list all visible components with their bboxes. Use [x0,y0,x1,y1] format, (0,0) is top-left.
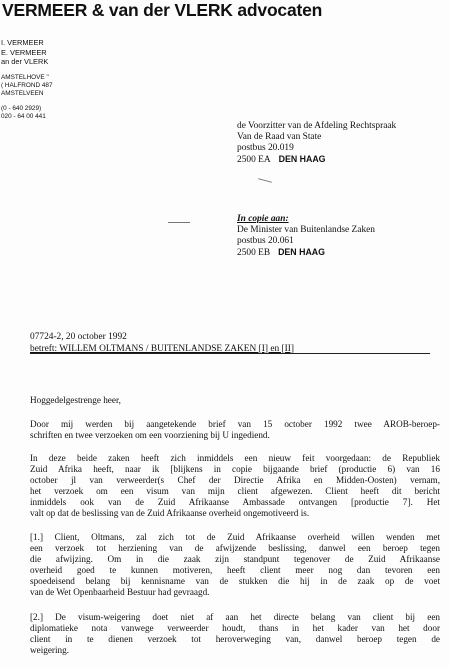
body-paragraph [30,419,440,441]
stray-pen-mark [168,222,190,223]
partner-name: I. VERMEER [1,38,44,47]
partner-name: an der VLERK [1,57,49,67]
paragraph-line: inmiddels ook van de Zuid Afrikaanse Ambassade ontvangen [productie 7]. Het [30,497,440,507]
recipient-city: DEN HAAG [278,154,326,164]
paragraph-line: overheid goed te kunnen motiveren, heeft client meer nog dan tevoren een [30,565,440,575]
paragraph-line: diplomatieke nota vanwege verweerder houdt, thans in het kader van het door [30,623,440,633]
letterhead-firm-name: VERMEER & van der VLERK advocaten [2,0,323,20]
salutation: Hoggedelgestrenge heer, [30,395,121,405]
paragraph-line: spoedeisend belang bij kennisname van de stukken die hij in de zaak op de voet [30,576,440,586]
recipient-line: postbus 20.019 [237,143,294,153]
reference-subject: betreft: WILLEM OLTMANS / BUITENLANDSE ZAKEN [I] en [II] [30,343,295,354]
recipient-address [237,121,396,166]
body-paragraph [30,453,440,519]
body-paragraph [30,612,440,656]
partner-name: E. VERMEER [1,47,47,57]
copy-recipient-address [237,214,375,259]
reference-date: 07724-2, 20 october 1992 [30,332,127,342]
office-address-line: AMSTELVEEN [1,89,44,97]
paragraph-line: valt op dat de beslissing van de Zuid Afrikaanse overheid ongemotiveerd is. [30,508,310,518]
paragraph-line: weigering. [30,645,70,655]
subject-rule [30,353,430,354]
office-address-line: AMSTELHOVE " [1,73,49,81]
paragraph-line: die afwijzing. Om in die zaak zijn standpunt tegenover de Zuid Afrikaanse [30,554,440,564]
copy-to-label: In copie aan: [237,214,289,224]
paragraph-line: schriften en twee verzoeken om een voorziening bij U ingediend. [30,430,270,440]
paragraph-line: van de Wet Openbaarheid Bestuur had gevraagd. [30,587,210,597]
paragraph-line: In deze beide zaken heeft zich inmiddels een nieuw feit voorgedaan: de Republiek [30,453,440,463]
paragraph-line: Zuid Afrika heeft, naar ik [blijkens in copie bijgaande brief (productie 6) van 16 [30,464,440,474]
paragraph-line: october jl van verweerder(s Chef der Directie Afrika en Midden-Oosten) vernam, [30,475,440,485]
office-phone: (0 - 640 2929) [1,104,42,112]
office-phone: 020 - 64 00 441 [1,112,46,120]
paragraph-line: een verzoek tot herziening van de afwijzende beslissing, danwel een beroep tegen [30,543,440,553]
paragraph-line: [1.] Client, Oltmans, zal zich tot de Zuid Afrikaanse overheid willen wenden met [30,532,440,542]
paragraph-line: Door mij werden bij aangetekende brief van 15 october 1992 twee AROB-beroep- [30,419,440,429]
stray-pen-mark [258,178,272,183]
recipient-line: Van de Raad van State [237,132,322,142]
paragraph-line: client in te dienen verzoek tot heroverweging van, danwel beroep tegen de [30,634,440,644]
copy-recipient-city: DEN HAAG [278,247,325,257]
copy-recipient-postcode: 2500 EB [237,248,271,258]
paragraph-line: [2.] De visum-weigering doet niet af aan het directe belang van client bij een [30,612,440,622]
copy-recipient-line: De Minister van Buitenlandse Zaken [237,225,375,235]
body-paragraph [30,532,440,598]
letter-reference [30,332,294,355]
office-address-line: ( HALFROND 487 [1,81,53,89]
paragraph-line: het verzoek om een visum van mijn client afgewezen. Client heeft dit bericht [30,486,440,496]
recipient-postcode: 2500 EA [237,155,271,165]
recipient-line: de Voorzitter van de Afdeling Rechtspraak [237,121,397,131]
letterhead-sidebar [1,38,53,121]
copy-recipient-line: postbus 20.061 [237,236,294,246]
